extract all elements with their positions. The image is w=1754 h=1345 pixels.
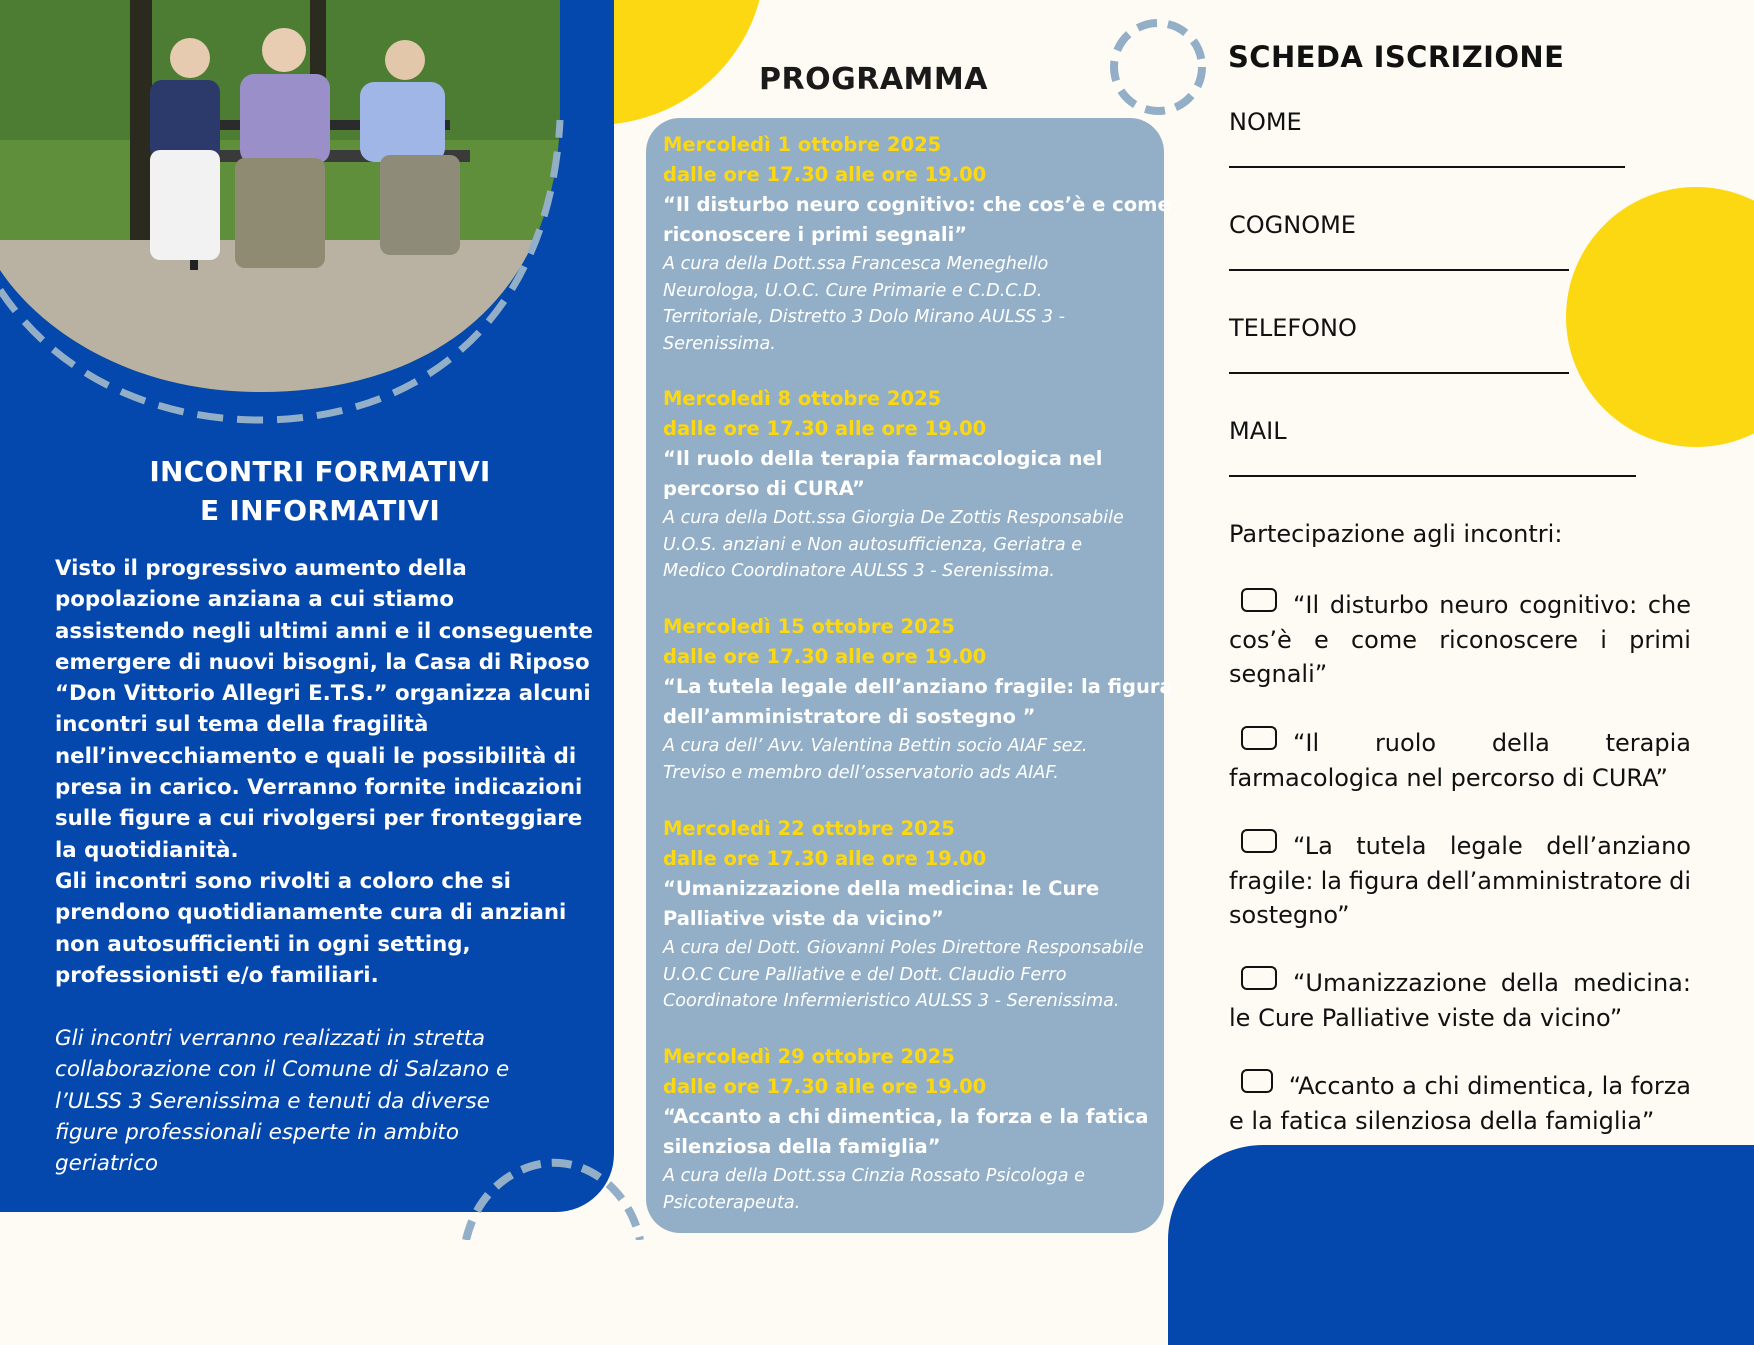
event-speaker-line: A cura della Dott.ssa Giorgia De Zottis Responsabile (663, 508, 1124, 528)
note-line: figure professionali esperte in ambito (55, 1119, 460, 1145)
option-line (1229, 726, 1691, 761)
event-title-line: percorso di CURA” (663, 477, 865, 500)
event-date: Mercoledì 22 ottobre 2025 (663, 817, 955, 840)
option-line (1229, 829, 1691, 864)
event-speaker (663, 733, 1163, 786)
intro-line: “Don Vittorio Allegri E.T.S.” organizza alcuni (55, 681, 591, 707)
event-speaker-line: A cura del Dott. Giovanni Poles Direttore Responsabile (663, 938, 1144, 958)
intro-line: Gli incontri sono rivolti a coloro che si (55, 868, 511, 894)
option-ruolo-terapia-farmacologica[interactable] (1229, 726, 1691, 795)
checkbox[interactable] (1241, 1069, 1273, 1093)
field-label-nome: NOME (1229, 108, 1302, 136)
intro-line: professionisti e/o familiari. (55, 962, 379, 988)
option-words: “Umanizzazione della medicina: (1293, 969, 1691, 997)
event-title (663, 444, 1163, 504)
dashed-circle-decoration (1114, 23, 1202, 111)
intro-line: popolazione anziana a cui stiamo (55, 587, 454, 613)
field-label-mail: MAIL (1229, 417, 1287, 445)
intro-line: non autosufficienti in ogni setting, (55, 931, 471, 957)
event-title (663, 874, 1163, 934)
cognome-input-line[interactable] (1229, 269, 1569, 271)
option-disturbo-neuro-cognitivo[interactable] (1229, 588, 1691, 692)
event-speaker-line: Psicoterapeuta. (663, 1192, 801, 1213)
option-umanizzazione-medicina[interactable] (1229, 966, 1691, 1035)
note-line: collaborazione con il Comune di Salzano e (55, 1057, 510, 1083)
event-title-line: “Il disturbo neuro cognitivo: che cos’è e come (663, 193, 1171, 216)
event-date: Mercoledì 8 ottobre 2025 (663, 387, 942, 410)
event-speaker-line: Medico Coordinatore AULSS 3 - Serenissima. (663, 561, 1056, 581)
event-title-line: dell’amministratore di sostegno ” (663, 705, 1036, 728)
option-line: e la fatica silenziosa della famiglia” (1229, 1106, 1655, 1135)
left-title-line: INCONTRI FORMATIVI (149, 455, 491, 488)
event-date: Mercoledì 29 ottobre 2025 (663, 1045, 955, 1068)
note-line: l’ULSS 3 Serenissima e tenuti da diverse (55, 1088, 490, 1114)
event-speaker-line: Coordinatore Infermieristico AULSS 3 - Serenissima. (663, 991, 1120, 1011)
option-words: “La tutela legale dell’anziano (1293, 832, 1691, 860)
event-speaker-line: A cura della Dott.ssa Cinzia Rossato Psicologa e (663, 1166, 1085, 1186)
event-title-line: “Accanto a chi dimentica, la forza e la fatica (663, 1105, 1149, 1128)
event-speaker (663, 1163, 1163, 1216)
option-line: cos’è e come riconoscere i primi (1229, 625, 1691, 654)
event-time: dalle ore 17.30 alle ore 19.00 (663, 847, 987, 870)
event-title-line: riconoscere i primi segnali” (663, 223, 968, 246)
event-date: Mercoledì 15 ottobre 2025 (663, 615, 955, 638)
intro-line: la quotidianità. (55, 837, 239, 863)
checkbox[interactable] (1241, 829, 1277, 853)
option-tutela-legale[interactable] (1229, 829, 1691, 933)
program-event (663, 612, 1173, 786)
event-title (663, 1102, 1163, 1162)
intro-line: sulle figure a cui rivolgersi per fronteggiare (55, 806, 583, 832)
event-time: dalle ore 17.30 alle ore 19.00 (663, 1075, 987, 1098)
option-accanto-a-chi-dimentica[interactable] (1229, 1069, 1691, 1138)
intro-line: incontri sul tema della fragilità (55, 712, 429, 738)
note-line: Gli incontri verranno realizzati in stretta (55, 1026, 486, 1051)
option-words: “Il ruolo della terapia (1293, 729, 1691, 757)
event-title (663, 190, 1171, 250)
option-line (1229, 588, 1691, 623)
intro-paragraph (55, 553, 593, 991)
form-title: SCHEDA ISCRIZIONE (1228, 40, 1565, 74)
event-speaker-line: U.O.C Cure Palliative e del Dott. Claudio Ferro (663, 964, 1067, 985)
mail-input-line[interactable] (1229, 475, 1636, 477)
elderly-people-on-bench-photo (0, 0, 560, 392)
intro-line: prendono quotidianamente cura di anziani (55, 900, 567, 926)
left-section-title (40, 452, 600, 530)
checkbox[interactable] (1241, 588, 1277, 612)
event-speaker-line: U.O.S. anziani e Non autosufficienza, Geriatra e (663, 534, 1083, 555)
participation-label: Partecipazione agli incontri: (1229, 520, 1563, 548)
program-event (663, 130, 1171, 357)
collaboration-note (55, 1023, 575, 1179)
option-line (1229, 966, 1691, 1001)
event-speaker-line: A cura della Dott.ssa Francesca Meneghello (663, 254, 1049, 274)
event-speaker-line: Serenissima. (663, 333, 776, 354)
intro-line: assistendo negli ultimi anni e il conseguente (55, 618, 593, 644)
note-line: geriatrico (55, 1151, 159, 1177)
intro-line: Visto il progressivo aumento della (55, 556, 467, 581)
option-line: fragile: la figura dell’amministratore di (1229, 866, 1691, 895)
checkbox[interactable] (1241, 966, 1277, 990)
event-date: Mercoledì 1 ottobre 2025 (663, 133, 942, 156)
event-title (663, 672, 1173, 732)
programma-title: PROGRAMMA (759, 62, 988, 97)
intro-line: emergere di nuovi bisogni, la Casa di Riposo (55, 649, 590, 675)
option-line: sostegno” (1229, 901, 1350, 929)
event-speaker (663, 251, 1163, 357)
option-words: “Accanto a chi dimentica, la forza (1288, 1072, 1691, 1100)
event-speaker (663, 505, 1163, 585)
option-line: le Cure Palliative viste da vicino” (1229, 1003, 1623, 1032)
event-speaker-line: Territoriale, Distretto 3 Dolo Mirano AULSS 3 - (663, 307, 1066, 327)
program-event (663, 384, 1163, 585)
event-speaker-line: A cura dell’ Avv. Valentina Bettin socio AIAF sez. (663, 736, 1088, 756)
left-title-line: E INFORMATIVI (199, 494, 441, 527)
program-event (663, 1042, 1163, 1216)
event-speaker-line: Treviso e membro dell’osservatorio ads AIAF. (663, 762, 1059, 783)
field-label-cognome: COGNOME (1229, 211, 1356, 239)
event-title-line: “Umanizzazione della medicina: le Cure (663, 877, 1100, 900)
event-speaker-line: Neurologa, U.O.C. Cure Primarie e C.D.C.D. (663, 280, 1043, 301)
option-line (1229, 1069, 1691, 1104)
event-title-line: “La tutela legale dell’anziano fragile: la figura (663, 675, 1173, 698)
option-words: “Il disturbo neuro cognitivo: che (1293, 591, 1691, 619)
event-title-line: Palliative viste da vicino” (663, 907, 944, 930)
program-event (663, 814, 1163, 1015)
telefono-input-line[interactable] (1229, 372, 1569, 374)
event-title-line: “Il ruolo della terapia farmacologica nel (663, 447, 1103, 470)
nome-input-line[interactable] (1229, 166, 1625, 168)
field-label-telefono: TELEFONO (1229, 314, 1357, 342)
blue-corner-decoration (1168, 1145, 1754, 1345)
event-speaker (663, 935, 1163, 1015)
event-title-line: silenziosa della famiglia” (663, 1135, 941, 1158)
option-line: segnali” (1229, 660, 1328, 688)
intro-line: nell’invecchiamento e quali le possibilità di (55, 743, 577, 769)
event-time: dalle ore 17.30 alle ore 19.00 (663, 417, 987, 440)
event-time: dalle ore 17.30 alle ore 19.00 (663, 645, 987, 668)
checkbox[interactable] (1241, 726, 1277, 750)
event-time: dalle ore 17.30 alle ore 19.00 (663, 163, 987, 186)
option-line: farmacologica nel percorso di CURA” (1229, 763, 1668, 792)
intro-line: presa in carico. Verranno fornite indicazioni (55, 775, 583, 801)
yellow-circle-decoration-right (1566, 187, 1754, 447)
